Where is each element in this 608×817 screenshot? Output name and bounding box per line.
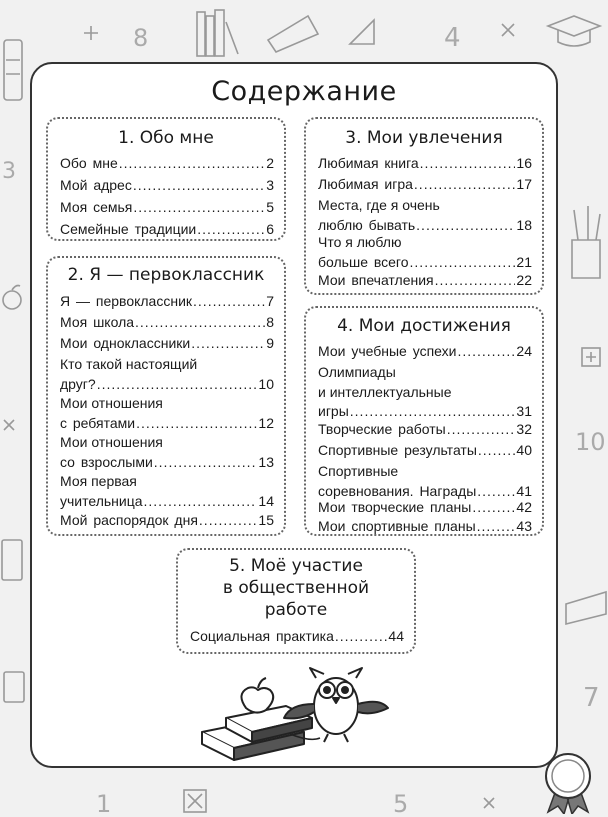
toc-entry[interactable]: Олимпиады и интеллектуальные игры ..... 31: [318, 363, 532, 422]
plus-icon: [84, 26, 98, 40]
section-achievements: [304, 306, 544, 536]
graduation-cap-icon: [548, 16, 600, 46]
toc-entry[interactable]: Семейные традиции ..... 6: [60, 220, 274, 240]
multiply-icon: [502, 24, 514, 36]
toc-entry[interactable]: Что я люблю больше всего ..... 21: [318, 233, 532, 272]
apple-icon: [241, 678, 273, 713]
toc-entry[interactable]: Моя первая учительница ..... 14: [60, 472, 274, 511]
toc-entry[interactable]: Мои учебные успехи ..... 24: [318, 342, 532, 362]
section-heading: 2. Я — первоклассник: [67, 265, 265, 285]
toc-entry[interactable]: Любимая книга ..... 16: [318, 154, 532, 174]
toc-entry[interactable]: Мои впечатления ..... 22: [318, 271, 532, 291]
section-heading-line: в общественной: [222, 578, 370, 598]
toc-entry[interactable]: Спортивные результаты ..... 40: [318, 441, 532, 461]
pencil-cup-icon: [572, 206, 600, 278]
section-about-me: [46, 117, 286, 241]
books-icon: [566, 592, 606, 624]
toc-entry[interactable]: Творческие работы ..... 32: [318, 420, 532, 440]
section-heading-line: работе: [264, 600, 328, 620]
toc-entry[interactable]: Социальная практика ..... 44: [190, 627, 404, 647]
toc-entry[interactable]: Обо мне ..... 2: [60, 154, 274, 174]
toc-entry[interactable]: Кто такой настоящий друг? ..... 10: [60, 355, 274, 394]
digit-5: 5: [393, 790, 409, 817]
multiply-icon: [484, 798, 494, 808]
digit-4: 4: [444, 23, 461, 53]
award-ribbon-icon: [540, 750, 604, 814]
toc-entry[interactable]: Я — первоклассник ..... 7: [60, 292, 274, 312]
toc-entry[interactable]: Спортивные соревнования. Награды ..... 41: [318, 462, 532, 501]
toc-entry[interactable]: Моя школа ..... 8: [60, 313, 274, 333]
apple-icon: [3, 286, 21, 310]
section-first-grader: [46, 256, 286, 536]
section-heading: 1. Обо мне: [118, 128, 214, 148]
ruler-icon: [268, 16, 374, 52]
section-heading: 4. Мои достижения: [337, 316, 511, 336]
plus-icon: [582, 348, 600, 366]
section-hobbies: [304, 117, 544, 295]
toc-entry[interactable]: Мои отношения со взрослыми ..... 13: [60, 433, 274, 472]
toc-entry[interactable]: Мои творческие планы ..... 42: [318, 498, 532, 518]
page-title: Содержание: [211, 76, 397, 107]
toc-entry[interactable]: Любимая игра ..... 17: [318, 175, 532, 195]
digit-8: 8: [133, 24, 149, 52]
toc-entry[interactable]: Мои спортивные планы ..... 43: [318, 517, 532, 537]
toc-entry[interactable]: Моя семья ..... 5: [60, 198, 274, 218]
toc-entry[interactable]: Мои отношения с ребятами ..... 12: [60, 394, 274, 433]
multiply-icon: [4, 420, 14, 430]
digit-1: 1: [96, 790, 112, 817]
digit-10: 10: [575, 428, 606, 456]
toc-entry[interactable]: Мои одноклассники ..... 9: [60, 334, 274, 354]
section-heading: 3. Мои увлечения: [345, 128, 503, 148]
owl-books-illustration: [196, 660, 396, 764]
section-heading-line: 5. Моё участие: [229, 556, 363, 576]
toc-entry[interactable]: Мой адрес ..... 3: [60, 176, 274, 196]
toc-entry[interactable]: Мой распорядок дня ..... 15: [60, 511, 274, 531]
toc-entry[interactable]: Места, где я очень люблю бывать ..... 18: [318, 196, 532, 235]
section-social-work: [176, 548, 416, 654]
digit-7: 7: [583, 683, 600, 713]
digit-3: 3: [2, 159, 16, 184]
books-icon: [197, 10, 238, 56]
multiply-icon: [184, 790, 206, 812]
